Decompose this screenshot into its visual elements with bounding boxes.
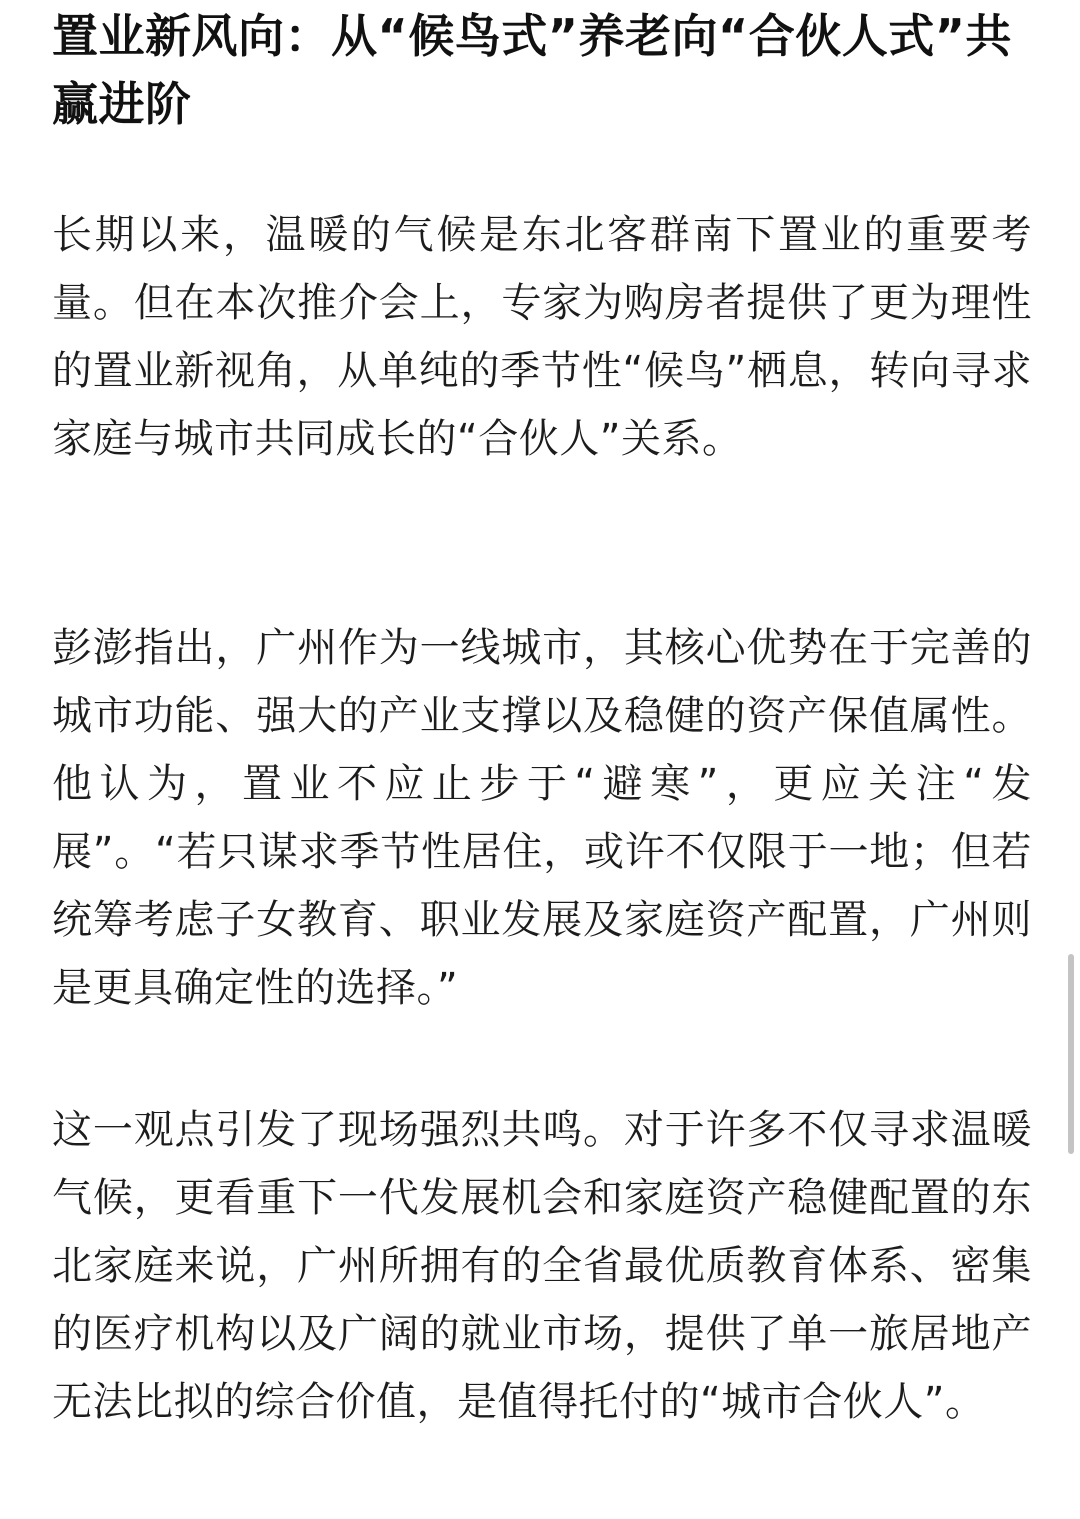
- paragraph-1: 长期以来，温暖的气候是东北客群南下置业的重要考量。但在本次推介会上，专家为购房者提供了更为理性的置业新视角，从单纯的季节性“候鸟”栖息，转向寻求家庭与城市共同成长的“合伙人”关系。: [52, 212, 1032, 462]
- section-headline: 置业新风向：从“候鸟式”养老向“合伙人式”共赢进阶: [52, 9, 1012, 131]
- paragraph-3: 这一观点引发了现场强烈共鸣。对于许多不仅寻求温暖气候，更看重下一代发展机会和家庭资产稳健配置的东北家庭来说，广州所拥有的全省最优质教育体系、密集的医疗机构以及广阔的就业市场，提供了单一旅居地产无法比拟的综合价值，是值得托付的“城市合伙人”。: [52, 1107, 1032, 1425]
- scrollbar-thumb[interactable]: [1068, 954, 1074, 1154]
- paragraph-2: 彭澎指出，广州作为一线城市，其核心优势在于完善的城市功能、强大的产业支撑以及稳健的资产保值属性。他认为，置业不应止步于“避寒”，更应关注“发展”。“若只谋求季节性居住，或许不仅限于一地；但若统筹考虑子女教育、职业发展及家庭资产配置，广州则是更具确定性的选择。”: [52, 625, 1032, 1011]
- article-body: [52, 0, 1032, 1425]
